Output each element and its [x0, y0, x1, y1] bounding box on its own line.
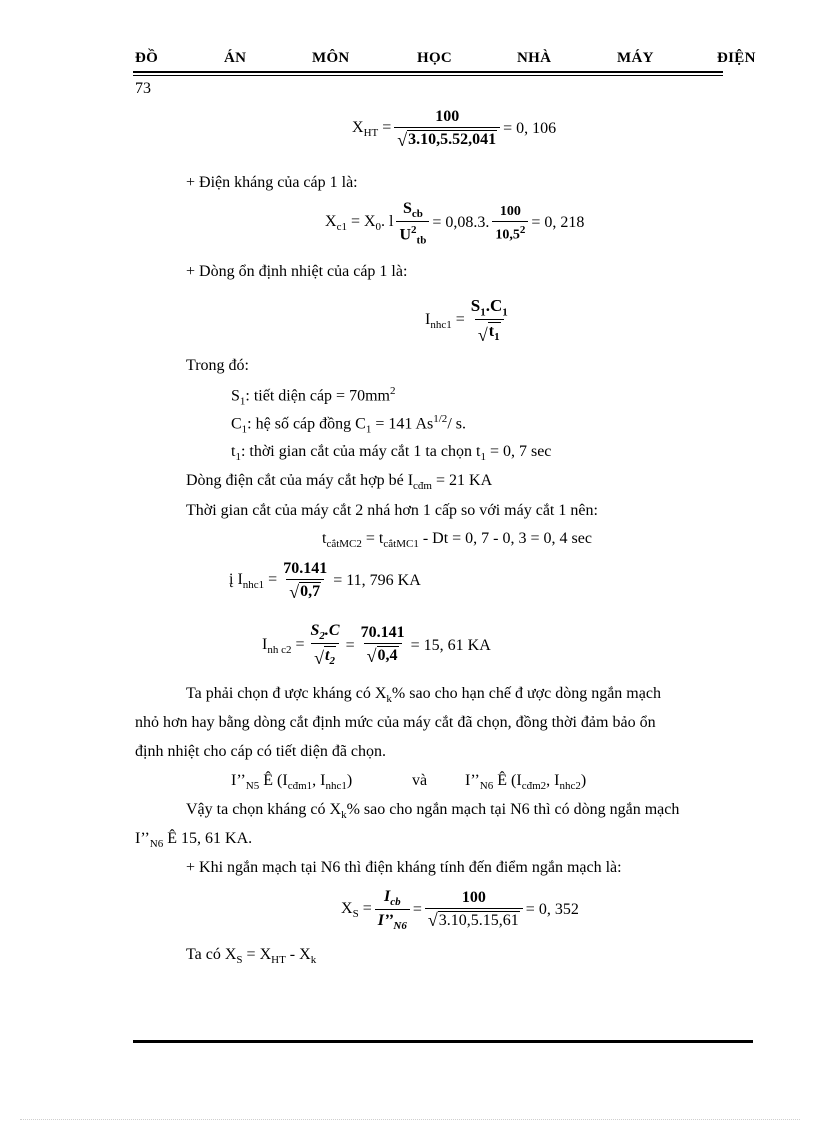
equation-t-cat: $t_{cắtMC2} = t_{cắtMC1} - Dt = 0$, 7 - 0, 3 = 0, 4 sec: [322, 530, 592, 551]
eq2-fraction-2: $\frac{100}{10,5^2}$: [492, 204, 528, 244]
header-word-3: MÔN: [312, 50, 350, 66]
condition-and: và: [412, 772, 428, 789]
condition-n6: $I’’_{N6}$ Ê ($I_{cđm2}$, $I_{nhc2}$): [465, 772, 587, 793]
eq6-fraction-1: $S_2.C$ √ $t_2$: [310, 622, 340, 669]
text-khi-ngan-mach: + Khi ngắn mạch tại N6 thì điện kháng tính đến điểm ngắn mạch là:: [186, 859, 622, 876]
equation-x-ht: [352, 108, 556, 151]
eq1-fraction: 100 √ 3.10,5.52,041: [394, 108, 500, 151]
eq2-fraction-1: $\frac{S_{cb}}{U^2_{tb}}$: [396, 200, 429, 247]
para2-line1: Vậy ta chọn kháng có $X_k\%$ sao cho ngắn mạch tại N6 thì có dòng ngắn mạch: [186, 801, 680, 822]
text-dong-cat: Dòng điện cắt của máy cắt hợp bé $I_{cđm} = 21$ KA: [186, 472, 493, 493]
footer-rule-right: [373, 1040, 753, 1043]
page-number: 73: [135, 80, 151, 97]
header-word-1: ĐỒ: [135, 50, 159, 66]
page-bottom-dotted-edge: [20, 1119, 800, 1120]
eq6-result: = 15, 61 KA: [410, 636, 491, 654]
text-dien-khang-cap1: + Điện kháng của cáp 1 là:: [186, 174, 358, 191]
equation-i-nhc1: $I_{nhc1}$ = $S_1.C_1$ √ $t_1$: [425, 296, 514, 346]
header-word-5: NHÀ: [517, 50, 552, 66]
para2-line2: $I’’_{N6}$ Ê 15, 61 KA.: [135, 830, 253, 851]
header-word-7: ĐIỆN: [717, 50, 756, 66]
condition-n5: $I’’_{N5}$ Ê ($I_{cđm1}$, $I_{nhc1}$): [231, 772, 353, 793]
eq1-result: = 0, 106: [503, 120, 557, 138]
text-trong-do: Trong đó:: [186, 357, 249, 374]
header-rule: [133, 71, 723, 73]
equation-i-nhc2: $I_{nh c2}$ = $S_2.C$ √ $t_2$ = 70.141 √ 0,4 = 15, 61 KA: [262, 622, 491, 669]
eq7-fraction-2: 100 √ 3.10,5.15,61: [425, 889, 523, 932]
eq2-result: = 0, 218: [531, 214, 585, 232]
header-word-2: ÁN: [224, 50, 247, 66]
text-ta-co: Ta có $X_S = X_{HT} - X_k$: [186, 946, 317, 967]
text-dong-on-dinh: + Dòng ổn định nhiệt của cáp 1 là:: [186, 263, 408, 280]
eq5-result: = 11, 796 KA: [333, 572, 421, 590]
header-rule-thin: [133, 75, 723, 76]
eq3-fraction: $S_1.C_1$ √ $t_1$: [470, 296, 508, 345]
equation-i-nhc1-value: į $I_{nhc1}$ = 70.141 √ 0,7 = 11, 796 KA: [229, 560, 421, 602]
eq1-lhs: $X_{HT}$ =: [352, 119, 392, 140]
equation-x-c1: $X_{c1} = X_0$. l $\frac{S_{cb}}{U^2_{tb}}$ = 0,08.3. $\frac{100}{10,5^2}$ = 0, 218: [325, 200, 585, 247]
equation-x-s: $X_S$ = $\frac{I_{cb}}{I’’_{N6}}$ = 100 √ 3.10,5.15,61 = 0, 352: [341, 888, 579, 933]
eq6-fraction-2: 70.141 √ 0,4: [360, 624, 405, 667]
text-s1: $S_1$: tiết diện cáp = $70mm^2$: [231, 385, 396, 408]
eq5-fraction: 70.141 √ 0,7: [283, 560, 328, 602]
footer-rule-left: [133, 1040, 373, 1043]
header-word-6: MÁY: [617, 50, 654, 66]
text-c1: $C_1$: hệ số cáp đồng $C_1 = 141$ $As^{1/2}/$ s.: [231, 413, 466, 436]
eq7-fraction-1: $\frac{I_{cb}}{I’’_{N6}}$: [375, 888, 410, 932]
para1-line2: nhỏ hơn hay bằng dòng cắt định mức của máy cắt đã chọn, đồng thời đảm bảo ổn: [135, 714, 656, 731]
text-t1: $t_1$: thời gian cắt của máy cắt 1 ta chọn $t_1 = 0$, 7 sec: [231, 443, 552, 464]
text-thoi-gian: Thời gian cắt của máy cắt 2 nhá hơn 1 cấp so với máy cắt 1 nên:: [186, 502, 598, 519]
header-word-4: HỌC: [417, 50, 453, 66]
para1-line1: Ta phải chọn đ ược kháng có $X_k\%$ sao cho hạn chế đ ược dòng ngắn mạch: [186, 685, 661, 706]
eq7-result: = 0, 352: [525, 901, 579, 919]
para1-line3: định nhiệt cho cáp có tiết diện đã chọn.: [135, 743, 387, 760]
